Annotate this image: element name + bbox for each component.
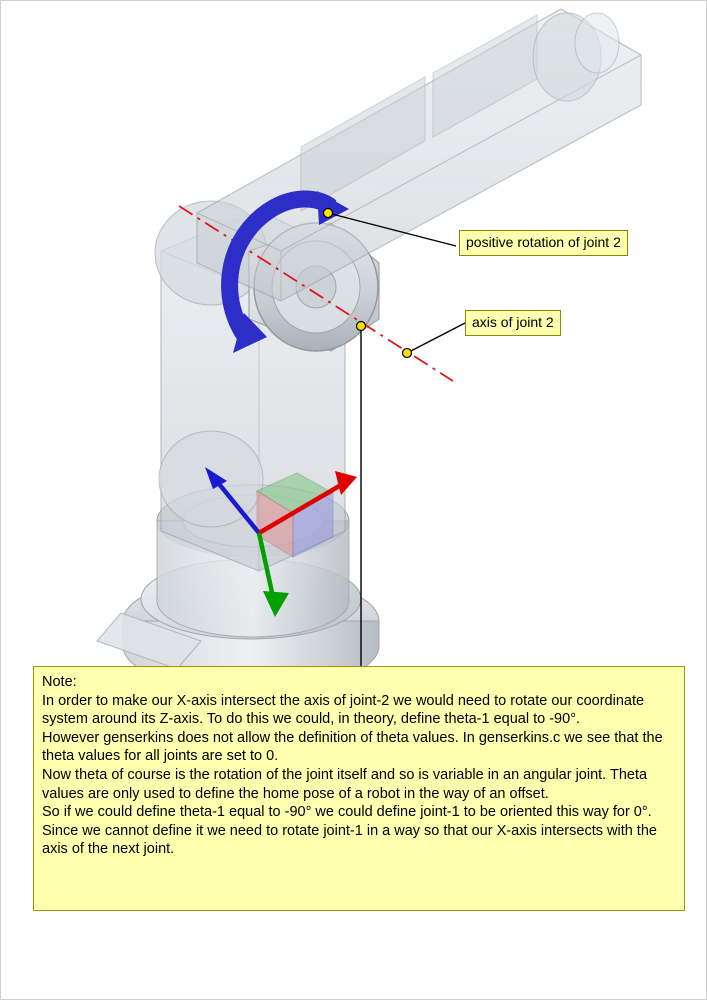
- note-paragraph-4: So if we could define theta-1 equal to -90° we could define joint-1 to be oriented this way for 0°. Since we cannot define it we need to rotate joint-1 in a way so that our X-axis intersects with the axis of the next joint.: [42, 804, 657, 858]
- note-paragraph-3: Now theta of course is the rotation of the joint itself and so is variable in an angular joint. Theta values are only used to define the home pose of a robot in the way of an offset.: [42, 766, 648, 802]
- note-paragraph-2: However genserkins does not allow the definition of theta values. In genserkins.c we see that the theta values for all joints are set to 0.: [42, 729, 663, 765]
- note-title: Note:: [42, 674, 77, 690]
- note-box: [33, 666, 685, 911]
- callout-positive-rotation-of-joint-2: positive rotation of joint 2: [459, 230, 628, 256]
- robot-forearm: [197, 9, 641, 301]
- callout-axis-of-joint-2: axis of joint 2: [465, 310, 561, 336]
- note-paragraph-1: In order to make our X-axis intersect the axis of joint-2 we would need to rotate our coordinate system around its Z-axis. To do this we could, in theory, define theta-1 equal to -90°.: [42, 692, 645, 728]
